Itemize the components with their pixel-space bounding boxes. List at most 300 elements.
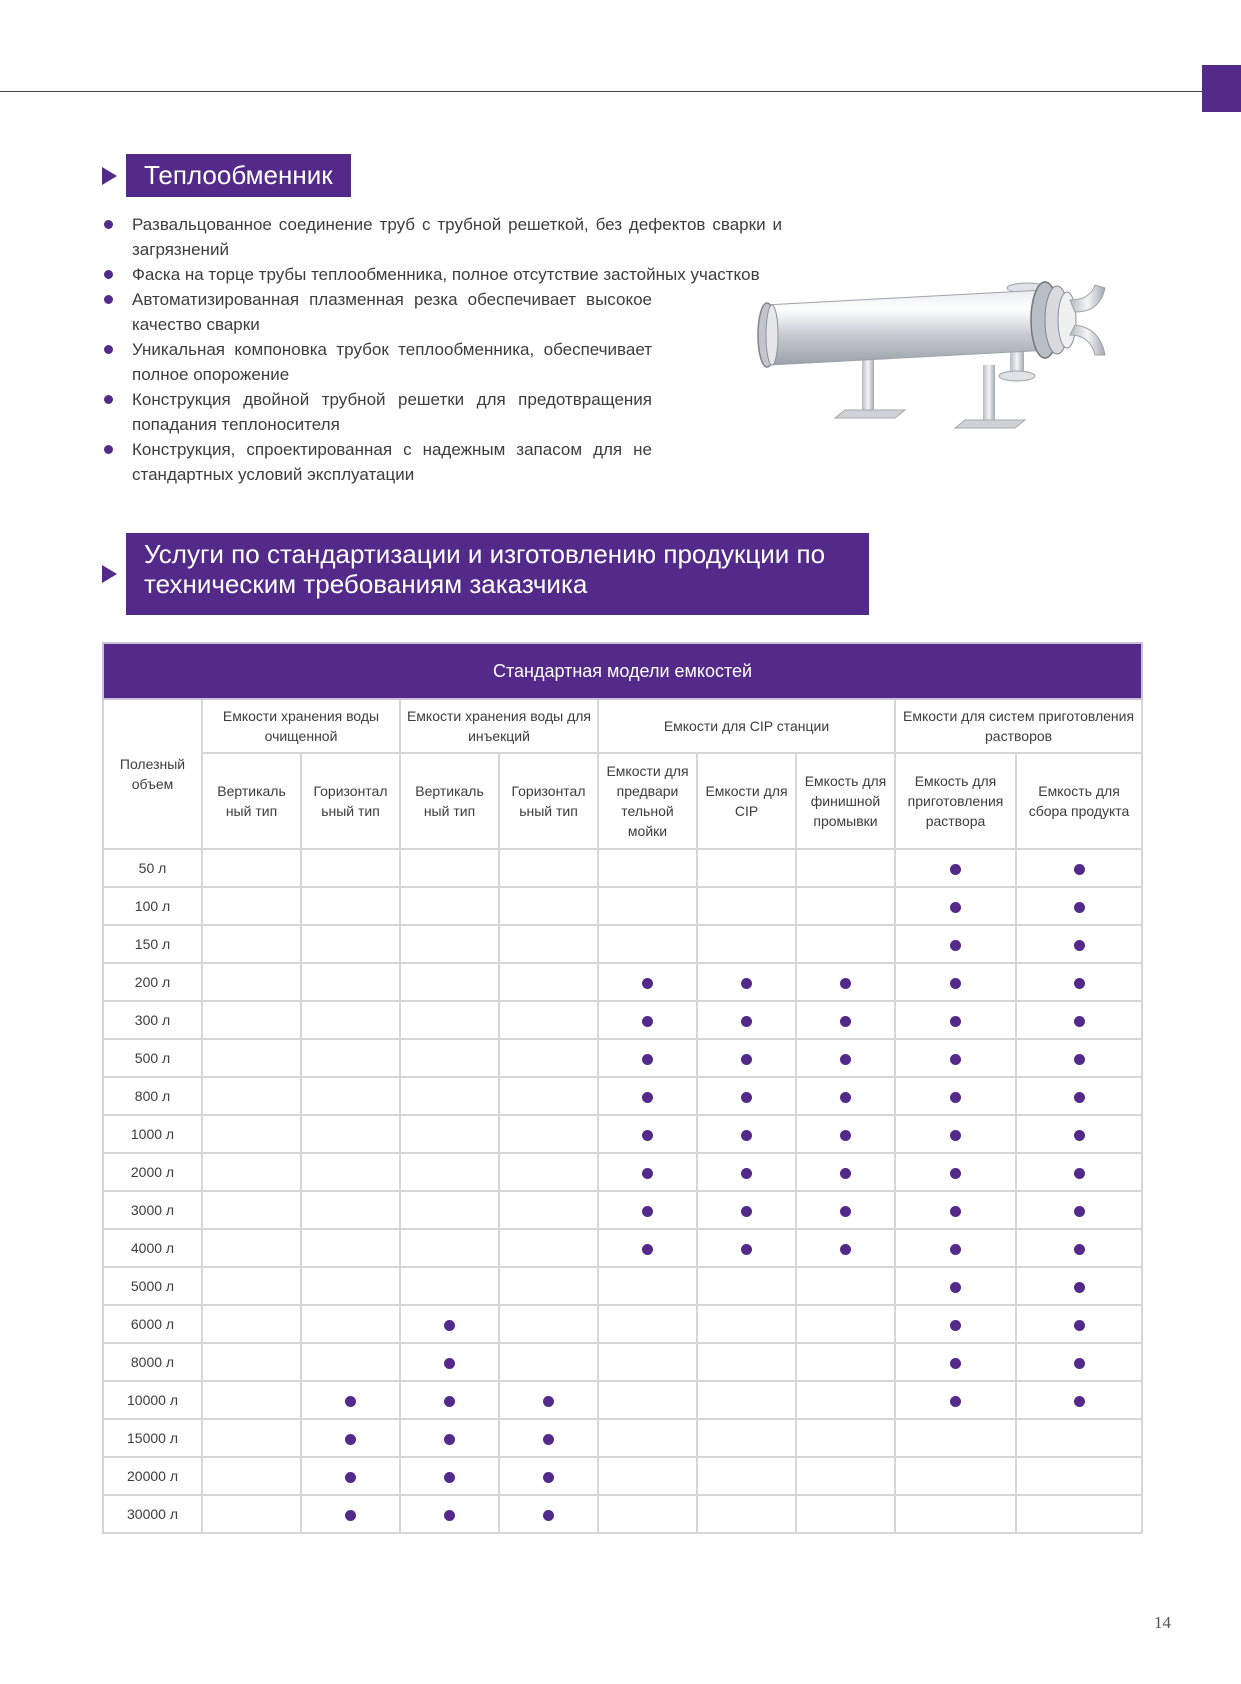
mark-cell <box>202 1077 301 1115</box>
mark-cell <box>796 1191 895 1229</box>
mark-cell <box>499 1077 598 1115</box>
mark-cell <box>1016 1495 1142 1533</box>
mark-cell <box>400 1381 499 1419</box>
mark-cell <box>697 1229 796 1267</box>
table-row <box>103 1039 1142 1077</box>
mark-cell <box>499 1267 598 1305</box>
availability-dot-icon <box>741 1016 752 1027</box>
mark-cell <box>895 1495 1016 1533</box>
mark-cell <box>796 849 895 887</box>
mark-cell <box>400 1305 499 1343</box>
mark-cell <box>1016 887 1142 925</box>
mark-cell <box>1016 1229 1142 1267</box>
mark-cell <box>697 1343 796 1381</box>
availability-dot-icon <box>840 1244 851 1255</box>
availability-dot-icon <box>950 864 961 875</box>
mark-cell <box>796 1267 895 1305</box>
availability-dot-icon <box>642 1016 653 1027</box>
mark-cell <box>895 1077 1016 1115</box>
mark-cell <box>301 1229 400 1267</box>
mark-cell <box>301 1343 400 1381</box>
mark-cell <box>202 1343 301 1381</box>
availability-dot-icon <box>642 1206 653 1217</box>
mark-cell <box>598 963 697 1001</box>
mark-cell <box>697 1001 796 1039</box>
availability-dot-icon <box>950 1092 961 1103</box>
availability-dot-icon <box>950 1168 961 1179</box>
mark-cell <box>1016 1343 1142 1381</box>
mark-cell <box>301 925 400 963</box>
availability-dot-icon <box>840 1206 851 1217</box>
mark-cell <box>796 1457 895 1495</box>
table-row <box>103 1495 1142 1533</box>
table-row <box>103 1153 1142 1191</box>
table-row <box>103 1343 1142 1381</box>
mark-cell <box>301 963 400 1001</box>
mark-cell <box>598 1115 697 1153</box>
mark-cell <box>400 1343 499 1381</box>
table-row <box>103 1229 1142 1267</box>
mark-cell <box>202 1495 301 1533</box>
top-rule <box>0 91 1202 92</box>
services-title-line2: техническим требованиям заказчика <box>144 569 588 599</box>
mark-cell <box>598 1495 697 1533</box>
mark-cell <box>400 1153 499 1191</box>
mark-cell <box>400 925 499 963</box>
mark-cell <box>895 1381 1016 1419</box>
table-row <box>103 1115 1142 1153</box>
mark-cell <box>1016 1457 1142 1495</box>
subheader-wfi-horizontal: Горизонтал ьный тип <box>499 753 598 849</box>
mark-cell <box>697 1039 796 1077</box>
volume-cell: 15000 л <box>103 1419 202 1457</box>
mark-cell <box>301 1267 400 1305</box>
table-row <box>103 1305 1142 1343</box>
volume-cell: 4000 л <box>103 1229 202 1267</box>
subheader-cip-final-rinse: Емкость для финишной промывки <box>796 753 895 849</box>
availability-dot-icon <box>950 1206 961 1217</box>
mark-cell <box>499 1457 598 1495</box>
subheader-product-collection: Емкость для сбора продукта <box>1016 753 1142 849</box>
availability-dot-icon <box>345 1434 356 1445</box>
mark-cell <box>202 1001 301 1039</box>
mark-cell <box>301 849 400 887</box>
mark-cell <box>301 1153 400 1191</box>
availability-dot-icon <box>1074 902 1085 913</box>
availability-dot-icon <box>741 1244 752 1255</box>
availability-dot-icon <box>840 1054 851 1065</box>
mark-cell <box>499 1115 598 1153</box>
group-header-solution-prep: Емкости для систем приготовления растворов <box>895 699 1142 753</box>
availability-dot-icon <box>950 1130 961 1141</box>
tank-models-table <box>102 642 1143 1534</box>
mark-cell <box>796 1343 895 1381</box>
mark-cell <box>400 1419 499 1457</box>
mark-cell <box>796 1001 895 1039</box>
mark-cell <box>895 1419 1016 1457</box>
mark-cell <box>1016 1115 1142 1153</box>
mark-cell <box>697 1495 796 1533</box>
availability-dot-icon <box>444 1358 455 1369</box>
corner-tab <box>1202 65 1241 112</box>
mark-cell <box>499 963 598 1001</box>
subheader-pw-horizontal: Горизонтал ьный тип <box>301 753 400 849</box>
mark-cell <box>400 1191 499 1229</box>
mark-cell <box>499 849 598 887</box>
availability-dot-icon <box>950 1282 961 1293</box>
mark-cell <box>499 1191 598 1229</box>
triangle-arrow-icon <box>102 565 117 583</box>
mark-cell <box>598 1153 697 1191</box>
mark-cell <box>1016 1381 1142 1419</box>
mark-cell <box>400 1115 499 1153</box>
volume-cell: 50 л <box>103 849 202 887</box>
subheader-cip-prewash: Емкости для предвари тельной мойки <box>598 753 697 849</box>
mark-cell <box>598 887 697 925</box>
feature-item: Фаска на торце трубы теплообменника, полное отсутствие застойных участков <box>102 262 802 287</box>
mark-cell <box>202 1115 301 1153</box>
mark-cell <box>499 925 598 963</box>
availability-dot-icon <box>1074 1320 1085 1331</box>
mark-cell <box>301 1381 400 1419</box>
table-row <box>103 1267 1142 1305</box>
mark-cell <box>598 1419 697 1457</box>
mark-cell <box>598 1001 697 1039</box>
mark-cell <box>1016 963 1142 1001</box>
mark-cell <box>400 1001 499 1039</box>
availability-dot-icon <box>444 1320 455 1331</box>
availability-dot-icon <box>444 1434 455 1445</box>
availability-dot-icon <box>950 1396 961 1407</box>
mark-cell <box>697 963 796 1001</box>
availability-dot-icon <box>444 1396 455 1407</box>
availability-dot-icon <box>1074 1054 1085 1065</box>
table-row <box>103 1191 1142 1229</box>
availability-dot-icon <box>642 1244 653 1255</box>
volume-cell: 500 л <box>103 1039 202 1077</box>
mark-cell <box>796 1229 895 1267</box>
mark-cell <box>202 887 301 925</box>
mark-cell <box>598 1305 697 1343</box>
volume-cell: 800 л <box>103 1077 202 1115</box>
volume-cell: 100 л <box>103 887 202 925</box>
availability-dot-icon <box>950 1320 961 1331</box>
availability-dot-icon <box>741 978 752 989</box>
table-row <box>103 1001 1142 1039</box>
mark-cell <box>895 1039 1016 1077</box>
mark-cell <box>895 1001 1016 1039</box>
mark-cell <box>202 1305 301 1343</box>
mark-cell <box>796 887 895 925</box>
mark-cell <box>202 1267 301 1305</box>
mark-cell <box>895 1343 1016 1381</box>
feature-item: Уникальная компоновка трубок теплообменника, обеспечивает полное опорожение <box>102 337 652 387</box>
mark-cell <box>499 1153 598 1191</box>
availability-dot-icon <box>345 1472 356 1483</box>
mark-cell <box>895 1115 1016 1153</box>
volume-cell: 150 л <box>103 925 202 963</box>
mark-cell <box>895 1153 1016 1191</box>
mark-cell <box>202 1039 301 1077</box>
mark-cell <box>796 1039 895 1077</box>
availability-dot-icon <box>1074 1396 1085 1407</box>
table-row <box>103 963 1142 1001</box>
availability-dot-icon <box>950 1358 961 1369</box>
mark-cell <box>301 1191 400 1229</box>
mark-cell <box>202 1419 301 1457</box>
mark-cell <box>598 1039 697 1077</box>
mark-cell <box>697 1153 796 1191</box>
mark-cell <box>697 1381 796 1419</box>
availability-dot-icon <box>543 1472 554 1483</box>
mark-cell <box>1016 1267 1142 1305</box>
mark-cell <box>1016 1153 1142 1191</box>
group-header-injection-water: Емкости хранения воды для инъекций <box>400 699 598 753</box>
availability-dot-icon <box>1074 978 1085 989</box>
availability-dot-icon <box>1074 1130 1085 1141</box>
availability-dot-icon <box>1074 1168 1085 1179</box>
feature-item: Развальцованное соединение труб с трубной решеткой, без дефектов сварки и загрязнений <box>102 212 782 262</box>
page-number: 14 <box>1154 1613 1171 1632</box>
feature-list <box>102 212 802 487</box>
mark-cell <box>895 1457 1016 1495</box>
mark-cell <box>1016 1419 1142 1457</box>
mark-cell <box>301 1419 400 1457</box>
availability-dot-icon <box>1074 940 1085 951</box>
availability-dot-icon <box>1074 1244 1085 1255</box>
mark-cell <box>697 849 796 887</box>
availability-dot-icon <box>543 1510 554 1521</box>
mark-cell <box>499 1001 598 1039</box>
mark-cell <box>499 1381 598 1419</box>
availability-dot-icon <box>543 1434 554 1445</box>
mark-cell <box>895 1305 1016 1343</box>
mark-cell <box>400 887 499 925</box>
availability-dot-icon <box>741 1206 752 1217</box>
heat-exchanger-title: Теплообменник <box>126 154 351 197</box>
mark-cell <box>598 849 697 887</box>
mark-cell <box>301 1305 400 1343</box>
mark-cell <box>598 925 697 963</box>
mark-cell <box>1016 1191 1142 1229</box>
availability-dot-icon <box>950 940 961 951</box>
mark-cell <box>301 1495 400 1533</box>
volume-cell: 200 л <box>103 963 202 1001</box>
mark-cell <box>1016 1039 1142 1077</box>
heat-exchanger-heading <box>102 154 351 197</box>
mark-cell <box>796 1419 895 1457</box>
volume-cell: 20000 л <box>103 1457 202 1495</box>
volume-cell: 2000 л <box>103 1153 202 1191</box>
feature-item: Конструкция, спроектированная с надежным запасом для не стандартных условий эксплуатации <box>102 437 652 487</box>
mark-cell <box>1016 925 1142 963</box>
mark-cell <box>895 1191 1016 1229</box>
availability-dot-icon <box>642 1054 653 1065</box>
mark-cell <box>895 887 1016 925</box>
mark-cell <box>400 1229 499 1267</box>
availability-dot-icon <box>1074 1016 1085 1027</box>
availability-dot-icon <box>444 1510 455 1521</box>
mark-cell <box>796 963 895 1001</box>
availability-dot-icon <box>1074 1282 1085 1293</box>
mark-cell <box>499 1343 598 1381</box>
mark-cell <box>202 1229 301 1267</box>
availability-dot-icon <box>840 1168 851 1179</box>
availability-dot-icon <box>950 978 961 989</box>
volume-cell: 10000 л <box>103 1381 202 1419</box>
mark-cell <box>796 1115 895 1153</box>
availability-dot-icon <box>741 1130 752 1141</box>
mark-cell <box>202 925 301 963</box>
availability-dot-icon <box>1074 1358 1085 1369</box>
availability-dot-icon <box>444 1472 455 1483</box>
availability-dot-icon <box>345 1396 356 1407</box>
subheader-wfi-vertical: Вертикаль ный тип <box>400 753 499 849</box>
mark-cell <box>895 849 1016 887</box>
mark-cell <box>697 1115 796 1153</box>
mark-cell <box>796 1381 895 1419</box>
mark-cell <box>697 1191 796 1229</box>
availability-dot-icon <box>840 1092 851 1103</box>
table-row <box>103 925 1142 963</box>
mark-cell <box>895 963 1016 1001</box>
availability-dot-icon <box>950 902 961 913</box>
feature-item: Конструкция двойной трубной решетки для предотвращения попадания теплоносителя <box>102 387 652 437</box>
mark-cell <box>697 1305 796 1343</box>
mark-cell <box>301 1001 400 1039</box>
mark-cell <box>598 1191 697 1229</box>
volume-cell: 6000 л <box>103 1305 202 1343</box>
mark-cell <box>499 1495 598 1533</box>
mark-cell <box>499 1039 598 1077</box>
availability-dot-icon <box>741 1092 752 1103</box>
mark-cell <box>400 1495 499 1533</box>
table-row <box>103 1419 1142 1457</box>
mark-cell <box>598 1077 697 1115</box>
mark-cell <box>499 1229 598 1267</box>
volume-cell: 30000 л <box>103 1495 202 1533</box>
availability-dot-icon <box>642 1092 653 1103</box>
availability-dot-icon <box>642 978 653 989</box>
table-row <box>103 1077 1142 1115</box>
mark-cell <box>796 925 895 963</box>
availability-dot-icon <box>1074 1206 1085 1217</box>
availability-dot-icon <box>345 1510 356 1521</box>
volume-cell: 1000 л <box>103 1115 202 1153</box>
mark-cell <box>499 887 598 925</box>
mark-cell <box>895 925 1016 963</box>
services-title-line1: Услуги по стандартизации и изготовлению продукции по <box>144 539 826 569</box>
mark-cell <box>1016 1305 1142 1343</box>
availability-dot-icon <box>741 1054 752 1065</box>
mark-cell <box>697 1267 796 1305</box>
volume-cell: 8000 л <box>103 1343 202 1381</box>
services-heading <box>102 533 869 615</box>
mark-cell <box>895 1229 1016 1267</box>
mark-cell <box>796 1153 895 1191</box>
availability-dot-icon <box>950 1054 961 1065</box>
mark-cell <box>202 1381 301 1419</box>
mark-cell <box>400 849 499 887</box>
mark-cell <box>301 1457 400 1495</box>
heat-exchanger-image <box>745 280 1145 460</box>
mark-cell <box>202 1457 301 1495</box>
mark-cell <box>895 1267 1016 1305</box>
mark-cell <box>400 1267 499 1305</box>
mark-cell <box>598 1267 697 1305</box>
table-title: Стандартная модели емкостей <box>103 643 1142 699</box>
mark-cell <box>598 1457 697 1495</box>
availability-dot-icon <box>741 1168 752 1179</box>
triangle-arrow-icon <box>102 167 117 185</box>
availability-dot-icon <box>950 1016 961 1027</box>
mark-cell <box>796 1077 895 1115</box>
group-header-cip: Емкости для CIP станции <box>598 699 895 753</box>
mark-cell <box>697 1457 796 1495</box>
group-header-purified-water: Емкости хранения воды очищенной <box>202 699 400 753</box>
table-row <box>103 887 1142 925</box>
mark-cell <box>499 1305 598 1343</box>
mark-cell <box>202 963 301 1001</box>
mark-cell <box>400 1077 499 1115</box>
table-row <box>103 1381 1142 1419</box>
subheader-cip: Емкости для CIP <box>697 753 796 849</box>
mark-cell <box>202 849 301 887</box>
mark-cell <box>598 1381 697 1419</box>
mark-cell <box>697 1077 796 1115</box>
availability-dot-icon <box>1074 864 1085 875</box>
services-title <box>126 533 869 615</box>
mark-cell <box>697 1419 796 1457</box>
volume-cell: 3000 л <box>103 1191 202 1229</box>
mark-cell <box>499 1419 598 1457</box>
subheader-solution-prep: Емкость для приготовления раствора <box>895 753 1016 849</box>
mark-cell <box>1016 1077 1142 1115</box>
availability-dot-icon <box>1074 1092 1085 1103</box>
mark-cell <box>1016 849 1142 887</box>
mark-cell <box>598 1229 697 1267</box>
availability-dot-icon <box>642 1168 653 1179</box>
mark-cell <box>202 1191 301 1229</box>
availability-dot-icon <box>840 1130 851 1141</box>
mark-cell <box>301 887 400 925</box>
mark-cell <box>796 1495 895 1533</box>
mark-cell <box>796 1305 895 1343</box>
mark-cell <box>697 887 796 925</box>
availability-dot-icon <box>543 1396 554 1407</box>
table-row <box>103 1457 1142 1495</box>
volume-header: Полезный объем <box>103 699 202 849</box>
availability-dot-icon <box>840 978 851 989</box>
mark-cell <box>301 1077 400 1115</box>
mark-cell <box>697 925 796 963</box>
feature-item: Автоматизированная плазменная резка обеспечивает высокое качество сварки <box>102 287 652 337</box>
mark-cell <box>1016 1001 1142 1039</box>
mark-cell <box>301 1115 400 1153</box>
mark-cell <box>400 963 499 1001</box>
mark-cell <box>202 1153 301 1191</box>
subheader-pw-vertical: Вертикаль ный тип <box>202 753 301 849</box>
mark-cell <box>400 1457 499 1495</box>
table-row <box>103 849 1142 887</box>
mark-cell <box>400 1039 499 1077</box>
volume-cell: 5000 л <box>103 1267 202 1305</box>
availability-dot-icon <box>642 1130 653 1141</box>
mark-cell <box>598 1343 697 1381</box>
volume-cell: 300 л <box>103 1001 202 1039</box>
mark-cell <box>301 1039 400 1077</box>
availability-dot-icon <box>950 1244 961 1255</box>
